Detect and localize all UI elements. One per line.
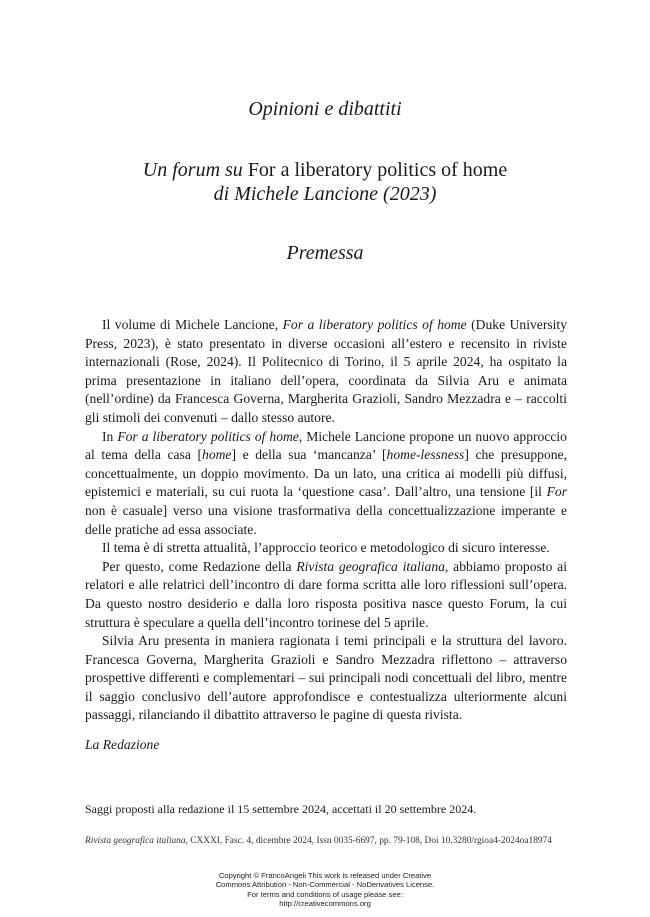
- paragraph-4-journal-name: Rivista geografica italiana: [296, 558, 445, 574]
- paragraph-3: Il tema è di stretta attualità, l’approccio teorico e metodologico di sicuro interesse.: [102, 540, 550, 556]
- paragraph-2-text-c: , Michele Lancione propone un nuovo approccio al tema della casa [: [85, 428, 567, 463]
- premessa-heading: Premessa: [286, 242, 364, 264]
- license-line-3: For terms and conditions of usage please see:: [247, 889, 403, 899]
- license-line-1: Copyright © FrancoAngeli This work is released under Creative: [218, 871, 432, 880]
- paragraph-1-text-c: (Duke University Press, 2023), è stato presentato in diverse occasioni all’estero e recensito in riviste internazionali (Rose, 2024). Il Politecnico di Torino, il 5 aprile 2024, ha ospitato la prima presentazione in italiano dell’opera, coordinata da Silvia Aru e animata (nell’ordine) da Francesca Governa, Margherita Grazioli, Sandro Mezzadra e – raccolti gli stimoli dei convenuti – dallo stesso autore.: [85, 317, 567, 425]
- paragraph-2-text-i: non è casuale] verso una visione trasformativa della concettualizzazione imperante e delle pratiche ad essa associate.: [85, 502, 567, 537]
- paragraph-4-text-c: , abbiamo proposto ai relatori e alle relatrici dell’incontro di dare forma scritta alle loro riflessioni sull’opera. Da questo nostro desiderio e dalla loro risposta positiva nasce questo Forum, la cui struttura è speculare a quella dell’incontro torinese del 5 aprile.: [85, 558, 567, 630]
- citation-line: [85, 836, 575, 846]
- forum-title-prefix: Un forum su: [142, 159, 243, 181]
- forum-title: [0, 158, 650, 206]
- book-title: For a liberatory politics of home: [247, 159, 508, 181]
- paragraph-1: [85, 316, 567, 428]
- license-link[interactable]: http://creativecommons.org: [279, 899, 371, 909]
- submission-dates: Saggi proposti alla redazione il 15 settembre 2024, accettati il 20 settembre 2024.: [85, 802, 477, 816]
- paragraph-2-term-homelessness: home-lessness: [386, 447, 465, 463]
- paragraph-2-term-for: For: [546, 484, 567, 500]
- forum-title-line-2: di Michele Lancione (2023): [213, 183, 437, 205]
- paragraph-2-text-a: In: [102, 428, 118, 444]
- signature: La Redazione: [85, 737, 160, 752]
- citation-details: , CXXXI, Fasc. 4, dicembre 2024, Issn 0035-6697, pp. 79-108, Doi 10.3280/rgioa4-2024oa18974: [185, 836, 552, 846]
- paragraph-5: Silvia Aru presenta in maniera ragionata i temi principali e la struttura del lavoro. Francesca Governa, Margherita Grazioli e Sandro Mezzadra riflettono – attraverso prospettive differenti e complementari – sui principali nodi concettuali del libro, mentre il saggio conclusivo dell’autore approfondisce e contestualizza ulteriormente alcuni passaggi, rilanciando il dibattito attraverso le pagine di questa rivista.: [85, 633, 567, 723]
- paragraph-1-text-a: Il volume di Michele Lancione,: [102, 317, 283, 332]
- paragraph-2-term-home: home: [202, 447, 232, 463]
- body-text: [85, 316, 567, 725]
- section-title: Opinioni e dibattiti: [248, 98, 402, 120]
- paragraph-2-book-title: For a liberatory politics of home: [117, 428, 299, 444]
- paragraph-2: [85, 428, 567, 540]
- license-notice: [0, 871, 650, 909]
- paragraph-1-book-title: For a liberatory politics of home: [282, 317, 467, 332]
- citation-journal: Rivista geografica italiana: [85, 836, 186, 846]
- paragraph-4-text-a: Per questo, come Redazione della: [102, 558, 297, 574]
- paragraph-2-text-e: ] e della sua ‘mancanza’ [: [231, 447, 387, 463]
- paragraph-2-text-g: ] che presuppone, concettualmente, un doppio movimento. Da un lato, una critica ai modelli più diffusi, epistemici e materiali, su cui ruota la ‘questione casa’. Dall’altro, una tensione [il: [85, 447, 567, 500]
- forum-title-line-1: [0, 158, 650, 182]
- paragraph-4: [85, 558, 567, 632]
- license-line-2: Commons Attribution - Non-Commercial - NoDerivatives License.: [215, 880, 435, 890]
